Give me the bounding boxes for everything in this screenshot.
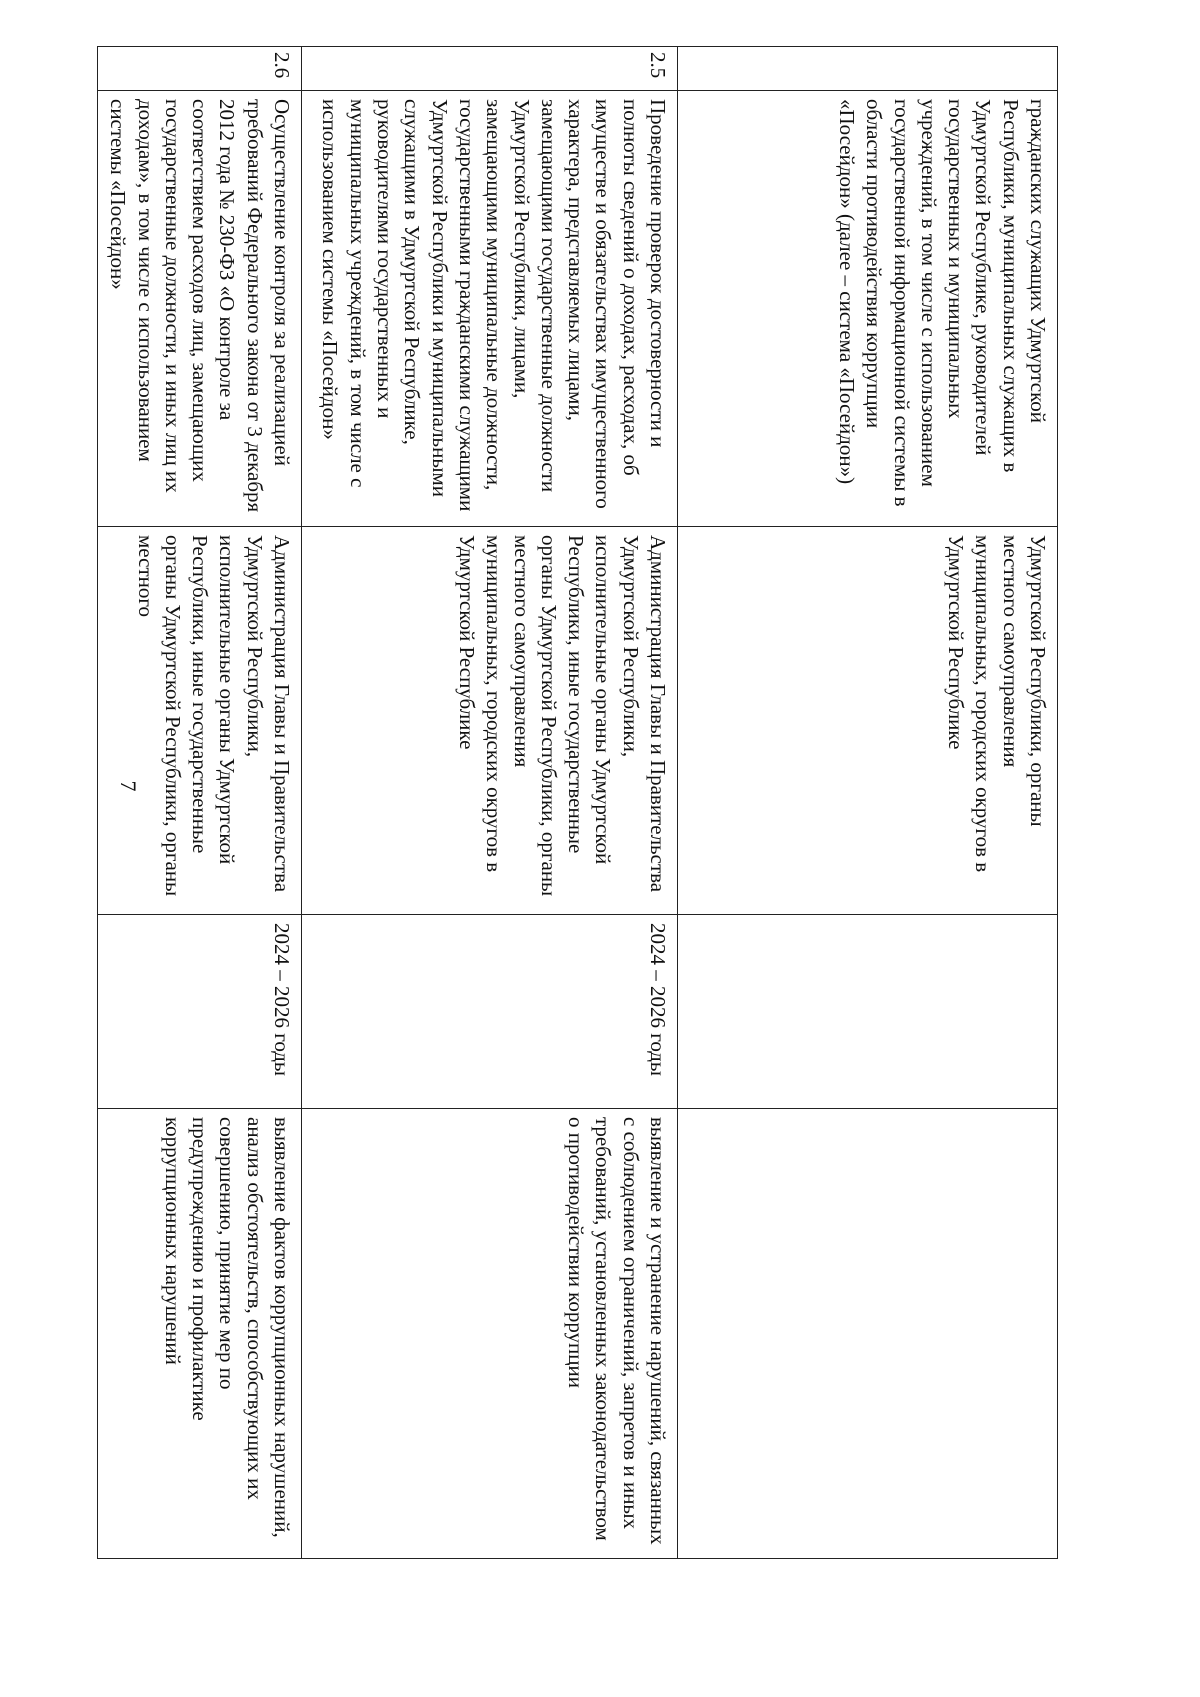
executors-cell: Администрация Главы и Правительства Удмуртской Республики, исполнительные органы Удмуртской Республики, иные государственные органы Удмуртской Республики, органы местного самоуправления муниципальных, городских округов в Удмуртской Республике — [302, 527, 678, 915]
executors-cell: Удмуртской Республики, органы местного самоуправления муниципальных, городских округов в Удмуртской Республике — [678, 527, 1058, 915]
result-cell — [678, 1109, 1058, 1559]
event-cell: Осуществление контроля за реализацией требований Федерального закона от 3 декабря 2012 года № 230-ФЗ «О контроле за соответствием расходов лиц, замещающих государственные должности, и иных лиц их доходам», в том числе с использованием системы «Посейдон» — [97, 91, 301, 527]
table-row — [302, 47, 678, 1559]
row-number-cell — [678, 47, 1058, 91]
result-cell: выявление и устранение нарушений, связанных с соблюдением ограничений, запретов и иных требований, установленных законодательством о противодействии коррупции — [302, 1109, 678, 1559]
executors-cell: Администрация Главы и Правительства Удмуртской Республики, исполнительные органы Удмуртской Республики, иные государственные органы Удмуртской Республики, органы местного — [97, 527, 301, 915]
table-row — [678, 47, 1058, 1559]
row-number-cell: 2.5 — [302, 47, 678, 91]
term-cell — [678, 915, 1058, 1109]
page-number: 7 — [116, 780, 141, 792]
plan-table-container — [106, 46, 1058, 1558]
result-cell: выявление фактов коррупционных нарушений, анализ обстоятельств, способствующих их совершению, принятие мер по предупреждению и профилактике коррупционных нарушений — [97, 1109, 301, 1559]
term-cell: 2024 – 2026 годы — [97, 915, 301, 1109]
table-row — [97, 47, 301, 1559]
row-number-cell: 2.6 — [97, 47, 301, 91]
event-cell: Проведение проверок достоверности и полноты сведений о доходах, расходах, об имуществе и обязательствах имущественного характера, представляемых лицами, замещающими государственные должности Удмуртской Республики, лицами, замещающими муниципальные должности, государственными гражданскими служащими Удмуртской Республики и муниципальными служащими в Удмуртской Республике, руководителями государственных и муниципальных учреждений, в том числе с использованием системы «Посейдон» — [302, 91, 678, 527]
plan-table — [97, 46, 1058, 1559]
event-cell: гражданских служащих Удмуртской Республики, муниципальных служащих в Удмуртской Республике, руководителей государственных и муниципальных учреждений, в том числе с использованием государственной информационной системы в области противодействия коррупции «Посейдон» (далее – система «Посейдон») — [678, 91, 1058, 527]
plan-table-rotated — [106, 46, 1058, 1558]
term-cell: 2024 – 2026 годы — [302, 915, 678, 1109]
